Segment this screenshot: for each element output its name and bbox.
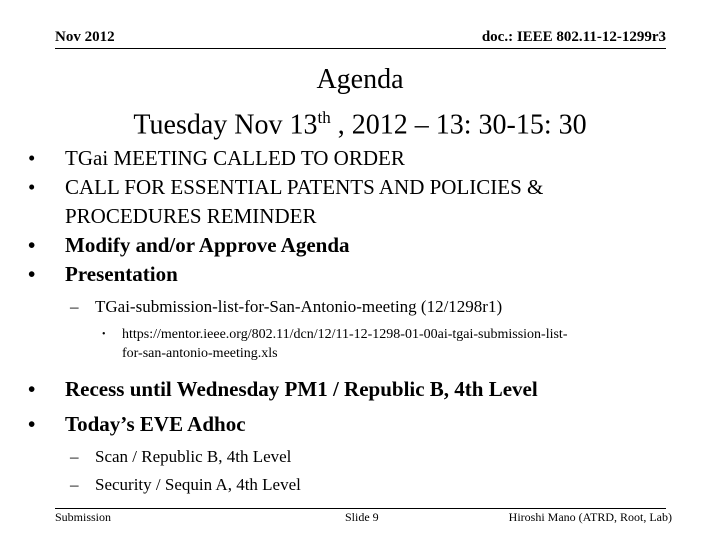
title-line-1: Agenda xyxy=(316,64,404,95)
agenda-item-patents-reminder: • CALL FOR ESSENTIAL PATENTS AND POLICIES & PROCEDURES REMINDER xyxy=(28,175,544,228)
header-date: Nov 2012 xyxy=(55,29,115,45)
header-rule xyxy=(55,48,666,49)
footer-submission: Submission xyxy=(55,510,112,524)
bullet-marker: • xyxy=(28,262,36,286)
presentation-sub-item: – TGai-submission-list-for-San-Antonio-meeting (12/1298r1) xyxy=(70,297,503,316)
bullet-marker: • xyxy=(28,146,36,170)
agenda-item-approve-agenda: • Modify and/or Approve Agenda xyxy=(28,231,708,260)
presentation-link[interactable]: • https://mentor.ieee.org/802.11/dcn/12/11-12-1298-01-00ai-tgai-submission-list- for-san-antonio-meeting.xls xyxy=(102,327,568,361)
bullet-marker: • xyxy=(28,175,36,199)
agenda-item-presentation: • Presentation xyxy=(28,260,708,289)
footer-slide-number: Slide 9 xyxy=(345,510,379,524)
agenda-list xyxy=(28,144,708,497)
agenda-item-recess: • Recess until Wednesday PM1 / Republic B, 4th Level xyxy=(28,375,708,404)
agenda-item-call-to-order: • TGai MEETING CALLED TO ORDER xyxy=(28,144,708,173)
eve-adhoc-security: – Security / Sequin A, 4th Level xyxy=(70,475,301,494)
header-doc-id: doc.: IEEE 802.11-12-1299r3 xyxy=(481,29,666,45)
footer-author: Hiroshi Mano (ATRD, Root, Lab) xyxy=(508,510,672,524)
title-line-2: Tuesday Nov 13th , 2012 – 13: 30-15: 30 xyxy=(133,108,587,141)
bullet-marker: • xyxy=(28,377,36,401)
agenda-item-eve-adhoc: • Today’s EVE Adhoc xyxy=(28,410,708,439)
bullet-marker: • xyxy=(28,233,36,257)
bullet-marker: • xyxy=(28,412,36,436)
footer-rule xyxy=(55,508,666,509)
slide-title xyxy=(0,64,720,141)
eve-adhoc-scan: – Scan / Republic B, 4th Level xyxy=(70,447,292,466)
